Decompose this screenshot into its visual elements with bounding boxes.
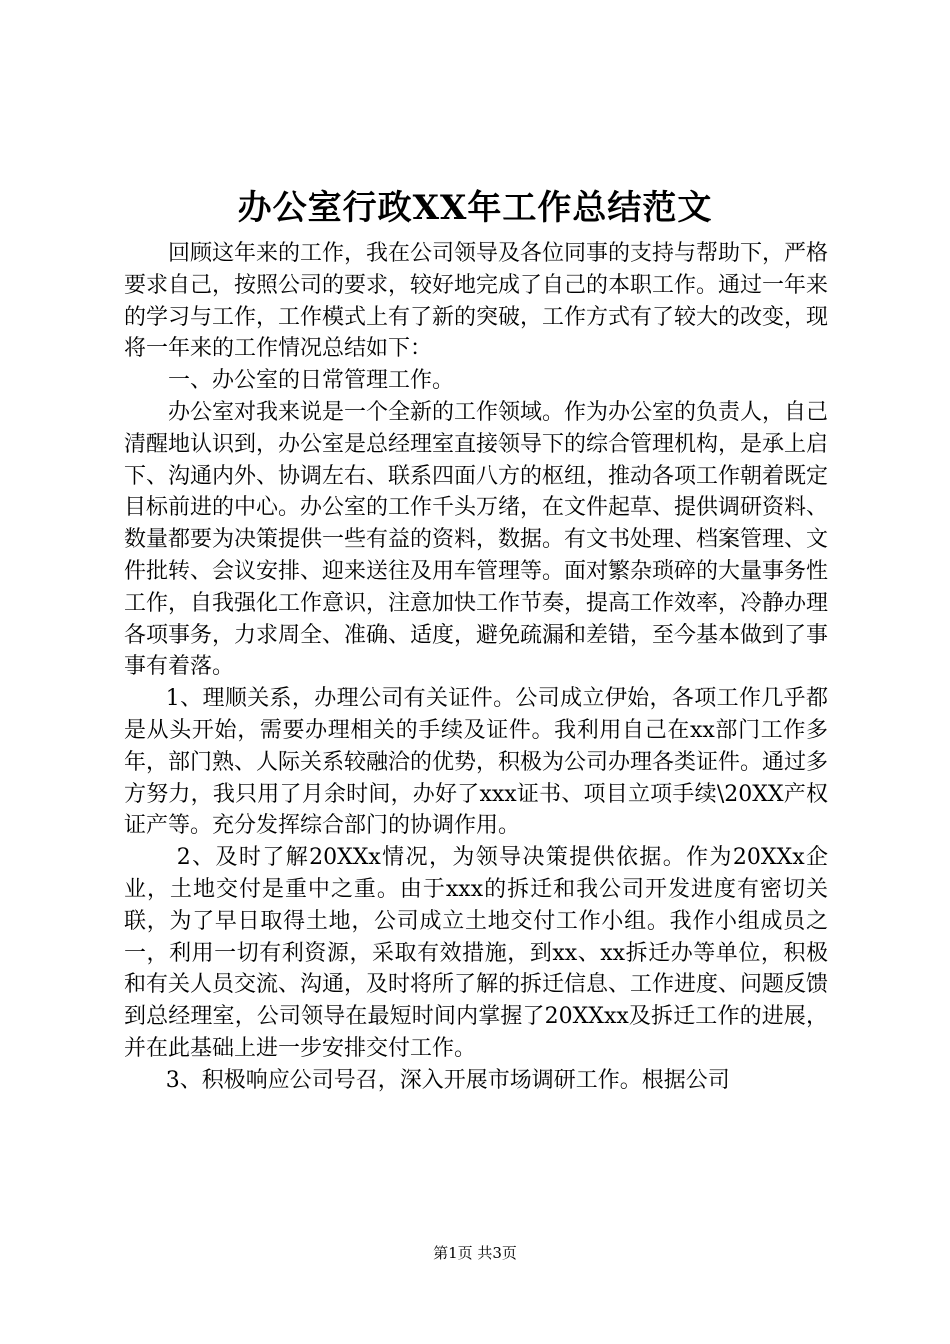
paragraph-item-1: 1、理顺关系，办理公司有关证件。公司成立伊始，各项工作几乎都是从头开始，需要办理相关的手续及证件。我利用自己在xx部门工作多年，部门熟、人际关系较融洽的优势，积极为公司办理各类证件。通过多方努力，我只用了月余时间，办好了xxx证书、项目立项手续\20XX产权证产等。充分发挥综合部门的协调作用。 (124, 686, 829, 839)
document-body (124, 238, 828, 1097)
page-footer: 第1页 共3页 (433, 1244, 517, 1262)
paragraph-item-3: 3、积极响应公司号召，深入开展市场调研工作。根据公司 (165, 1067, 730, 1093)
document-title: 办公室行政XX年工作总结范文 (237, 188, 713, 228)
paragraph-item-2: 2、及时了解20XXx情况，为领导决策提供依据。作为20XXx企业，土地交付是重中之重。由于xxx的拆迁和我公司开发进度有密切关联，为了早日取得土地，公司成立土地交付工作小组。我作小组成员之一，利用一切有利资源，采取有效措施，到xx、xx拆迁办等单位，积极和有关人员交流、沟通，及时将所了解的拆迁信息、工作进度、问题反馈到总经理室，公司领导在最短时间内掌握了20XXxx及拆迁工作的进展，并在此基础上进一步安排交付工作。 (124, 845, 829, 1061)
paragraph-office-role: 办公室对我来说是一个全新的工作领域。作为办公室的负责人，自己清醒地认识到，办公室是总经理室直接领导下的综合管理机构，是承上启下、沟通内外、协调左右、联系四面八方的枢纽，推动各项工作朝着既定目标前进的中心。办公室的工作千头万绪，在文件起草、提供调研资料、数量都要为决策提供一些有益的资料，数据。有文书处理、档案管理、文件批转、会议安排、迎来送往及用车管理等。面对繁杂琐碎的大量事务性工作，自我强化工作意识，注意加快工作节奏，提高工作效率，冷静办理各项事务，力求周全、准确、适度，避免疏漏和差错，至今基本做到了事事有着落。 (124, 399, 829, 680)
section-heading-daily-management: 一、办公室的日常管理工作。 (168, 368, 455, 394)
paragraph-intro: 回顾这年来的工作，我在公司领导及各位同事的支持与帮助下，严格要求自己，按照公司的要求，较好地完成了自己的本职工作。通过一年来的学习与工作，工作模式上有了新的突破，工作方式有了较大的改变，现将一年来的工作情况总结如下： (124, 241, 829, 362)
